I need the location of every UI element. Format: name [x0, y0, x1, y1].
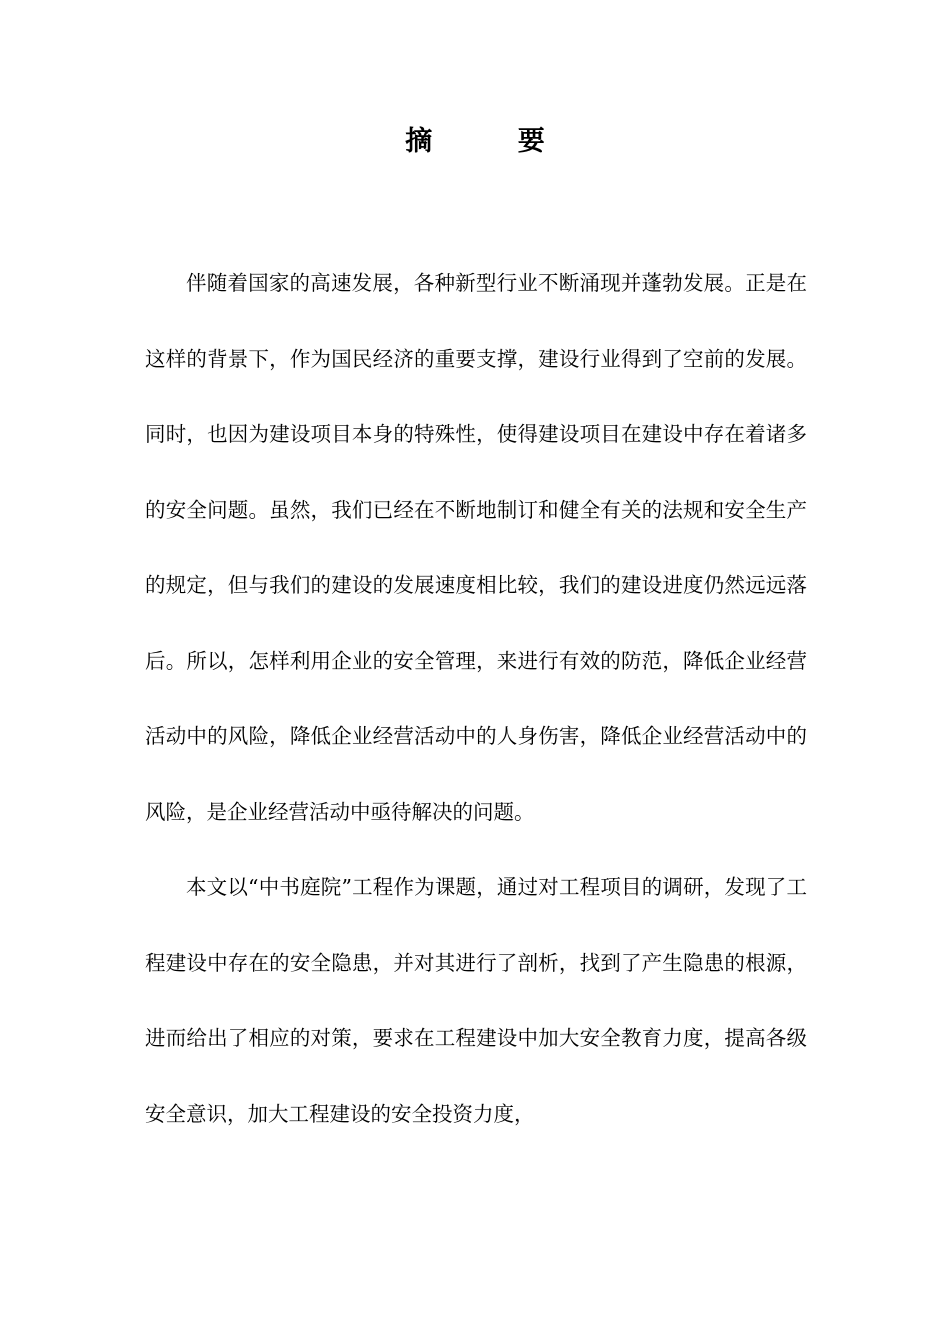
abstract-paragraph-2: 本文以“中书庭院”工程作为课题，通过对工程项目的调研，发现了工程建设中存在的安全隐患，并对其进行了剖析，找到了产生隐患的根源，进而给出了相应的对策，要求在工程建设中加大安全教育力度，提高各级安全意识，加大工程建设的安全投资力度， — [145, 875, 807, 1126]
page-title: 摘 要 — [405, 126, 583, 157]
abstract-body — [145, 246, 807, 1152]
abstract-paragraph-1: 伴随着国家的高速发展，各种新型行业不断涌现并蓬勃发展。正是在这样的背景下，作为国民经济的重要支撑，建设行业得到了空前的发展。同时，也因为建设项目本身的特殊性，使得建设项目在建设中存在着诸多的安全问题。虽然，我们已经在不断地制订和健全有关的法规和安全生产的规定，但与我们的建设的发展速度相比较，我们的建设进度仍然远远落后。所以，怎样利用企业的安全管理，来进行有效的防范，降低企业经营活动中的风险，降低企业经营活动中的人身伤害，降低企业经营活动中的风险，是企业经营活动中亟待解决的问题。 — [145, 271, 807, 824]
